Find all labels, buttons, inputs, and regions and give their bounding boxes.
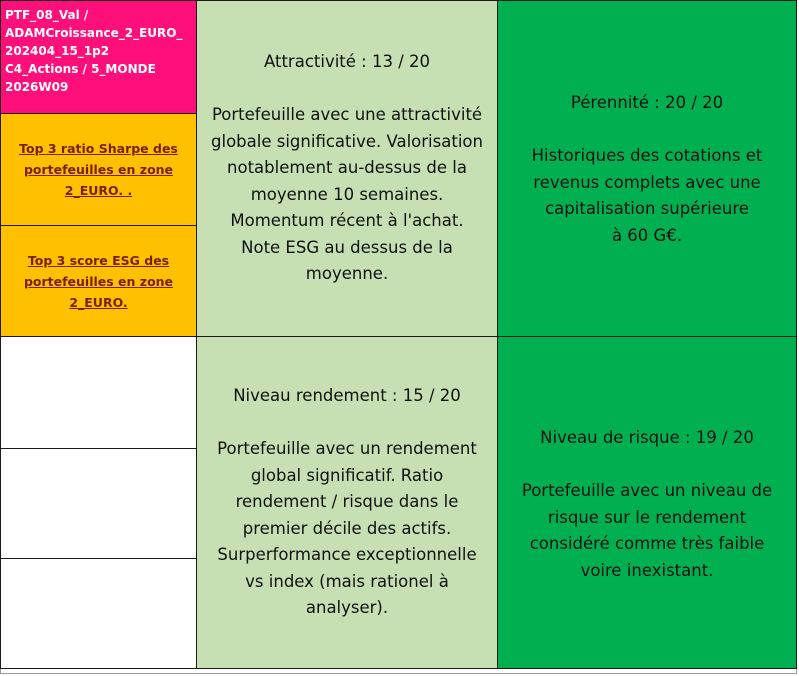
attractivite-title: Attractivité : 13 / 20 (263, 52, 430, 71)
portfolio-id-line: 202404_15_1p2 (5, 44, 110, 58)
rendement-title: Niveau rendement : 15 / 20 (233, 386, 461, 405)
attractivite-line: globale significative. Valorisation (211, 131, 483, 151)
risque-line: voire inexistant. (580, 560, 714, 580)
rendement-line: Surperformance exceptionnelle (217, 545, 477, 564)
risque-cell (497, 336, 797, 669)
empty-cell (0, 558, 197, 669)
perennite-line: à 60 G€. (611, 225, 683, 245)
empty-cell (0, 448, 197, 559)
attractivite-line: notablement au-dessus de la (227, 158, 467, 177)
rendement-line: analyser). (305, 598, 389, 617)
perennite-line: Historiques des cotations et (531, 146, 763, 165)
portfolio-id-line: C4_Actions / 5_MONDE (5, 62, 156, 76)
rendement-line: Portefeuille avec un rendement (217, 439, 477, 458)
top-esg-cell (0, 225, 197, 337)
attractivite-line: Momentum récent à l'achat. (230, 211, 464, 230)
perennite-line: revenus complets avec une (533, 172, 761, 192)
portfolio-id-line: 2026W09 (5, 80, 69, 94)
portfolio-id-line: PTF_08_Val / (5, 8, 89, 22)
rendement-line: vs index (mais rationel à (245, 571, 449, 591)
top-esg-link[interactable]: Top 3 score ESG des portefeuilles en zone 2_EURO. (23, 252, 174, 310)
risque-title: Niveau de risque : 19 / 20 (540, 428, 754, 447)
risque-line: considéré comme très faible (529, 534, 765, 553)
attractivite-cell (196, 0, 498, 337)
rendement-cell (196, 336, 498, 669)
attractivite-line: moyenne 10 semaines. (250, 184, 444, 204)
empty-cell (0, 336, 197, 449)
rendement-line: global significatif. Ratio (250, 465, 444, 485)
top-sharpe-link[interactable]: Top 3 ratio Sharpe des portefeuilles en zone 2_EURO. . (19, 141, 178, 198)
attractivite-line: Portefeuille avec une attractivité (211, 105, 483, 124)
portfolio-id-cell (0, 0, 197, 114)
attractivite-line: moyenne. (305, 264, 389, 283)
perennite-line: capitalisation supérieure (545, 199, 749, 218)
rendement-line: premier décile des actifs. (242, 518, 452, 538)
perennite-title: Pérennité : 20 / 20 (570, 93, 724, 112)
top-sharpe-cell (0, 113, 197, 226)
risque-line: risque sur le rendement (547, 507, 747, 527)
rendement-line: rendement / risque dans le (235, 492, 459, 511)
risque-line: Portefeuille avec un niveau de (521, 481, 773, 500)
attractivite-line: Note ESG au dessus de la (241, 237, 453, 257)
portfolio-id-line: ADAMCroissance_2_EURO_ (5, 26, 183, 40)
perennite-cell (497, 0, 797, 337)
